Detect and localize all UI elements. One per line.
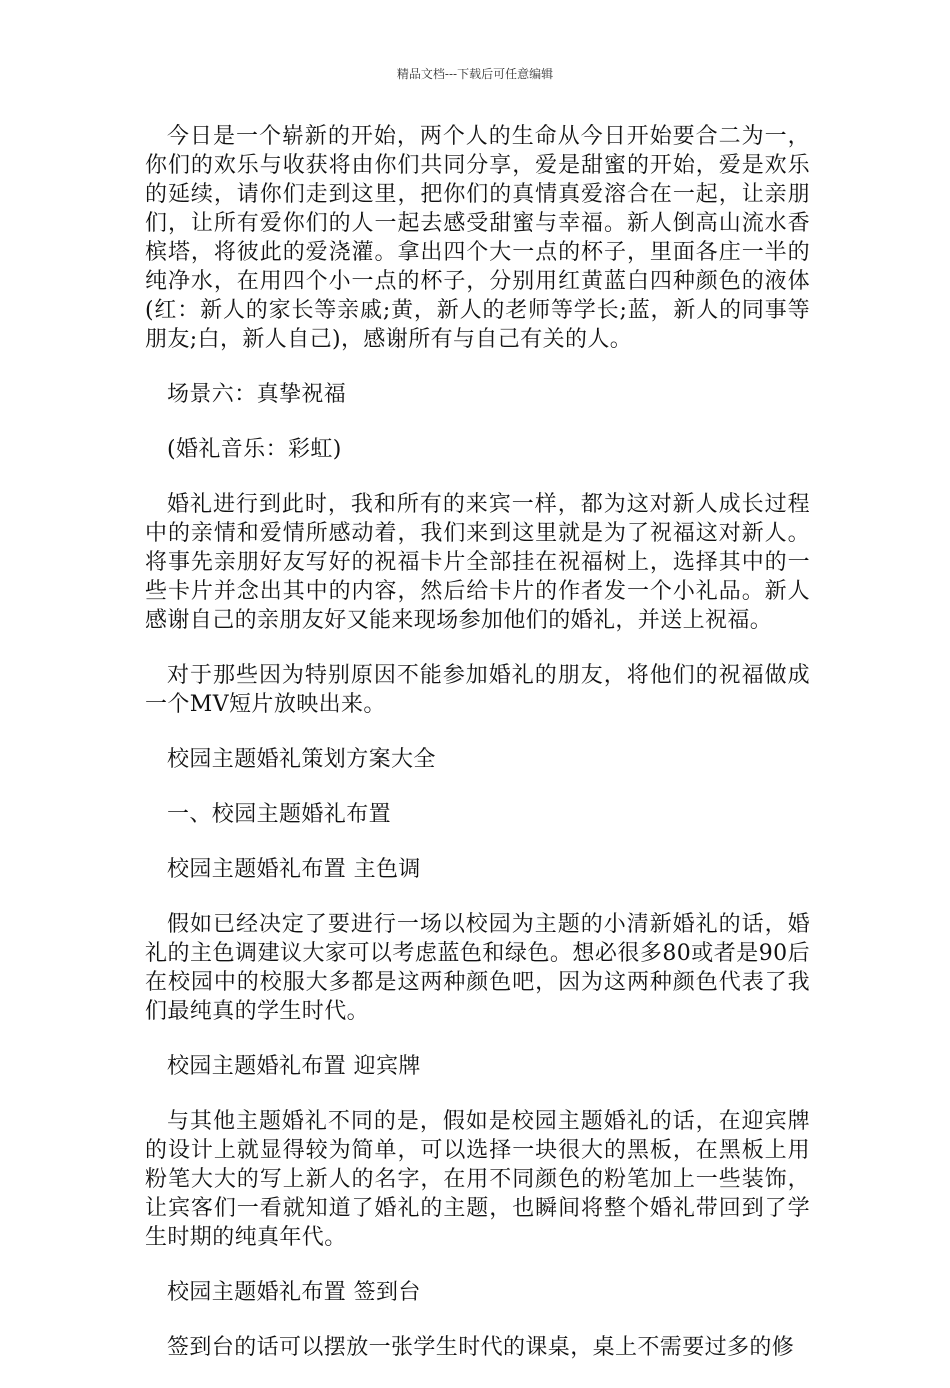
page-header: 精品文档---下载后可任意编辑	[396, 67, 554, 81]
heading-scene-six: 场景六：真挚祝福	[167, 382, 347, 407]
heading-wedding-music: (婚礼音乐：彩虹)	[167, 437, 342, 462]
paragraph-welcome-sign: 与其他主题婚礼不同的是，假如是校园主题婚礼的话，在迎宾牌的设计上就显得较为简单，可以选择一块很大的黑板，在黑板上用粉笔大大的写上新人的名字，在用不同颜色的粉笔加上一些装饰，让宾客们一看就知道了婚礼的主题，也瞬间将整个婚礼带回到了学生时期的纯真年代。	[145, 1109, 810, 1250]
heading-sign-in-desk: 校园主题婚礼布置 签到台	[167, 1280, 421, 1305]
paragraph-sign-in-desk: 签到台的话可以摆放一张学生时代的课桌，桌上不需要过多的修	[167, 1335, 795, 1360]
heading-campus-plan: 校园主题婚礼策划方案大全	[167, 747, 436, 772]
heading-main-color: 校园主题婚礼布置 主色调	[167, 857, 421, 882]
paragraph-mv-blessings: 对于那些因为特别原因不能参加婚礼的朋友，将他们的祝福做成一个MV短片放映出来。	[145, 663, 810, 717]
document-body	[145, 122, 810, 1388]
paragraph-toast-ceremony: 今日是一个崭新的开始，两个人的生命从今日开始要合二为一，你们的欢乐与收获将由你们共同分享，爱是甜蜜的开始，爱是欢乐的延续，请你们走到这里，把你们的真情真爱溶合在一起，让亲朋们，让所有爱你们的人一起去感受甜蜜与幸福。新人倒高山流水香槟塔，将彼此的爱浇灌。拿出四个大一点的杯子，里面各庄一半的纯净水，在用四个小一点的杯子，分别用红黄蓝白四种颜色的液体(红：新人的家长等亲戚;黄，新人的老师等学长;蓝，新人的同事等朋友;白，新人自己)，感谢所有与自己有关的人。	[145, 124, 810, 352]
paragraph-blessing-cards: 婚礼进行到此时，我和所有的来宾一样，都为这对新人成长过程中的亲情和爱情所感动着，我们来到这里就是为了祝福这对新人。将事先亲朋好友写好的祝福卡片全部挂在祝福树上，选择其中的一些卡片并念出其中的内容，然后给卡片的作者发一个小礼品。新人感谢自己的亲朋友好又能来现场参加他们的婚礼，并送上祝福。	[145, 492, 810, 633]
heading-campus-layout: 一、校园主题婚礼布置	[167, 802, 392, 827]
heading-welcome-sign: 校园主题婚礼布置 迎宾牌	[167, 1054, 421, 1079]
paragraph-main-color: 假如已经决定了要进行一场以校园为主题的小清新婚礼的话，婚礼的主色调建议大家可以考虑蓝色和绿色。想必很多80或者是90后在校园中的校服大多都是这两种颜色吧，因为这两种颜色代表了我们最纯真的学生时代。	[145, 912, 810, 1024]
